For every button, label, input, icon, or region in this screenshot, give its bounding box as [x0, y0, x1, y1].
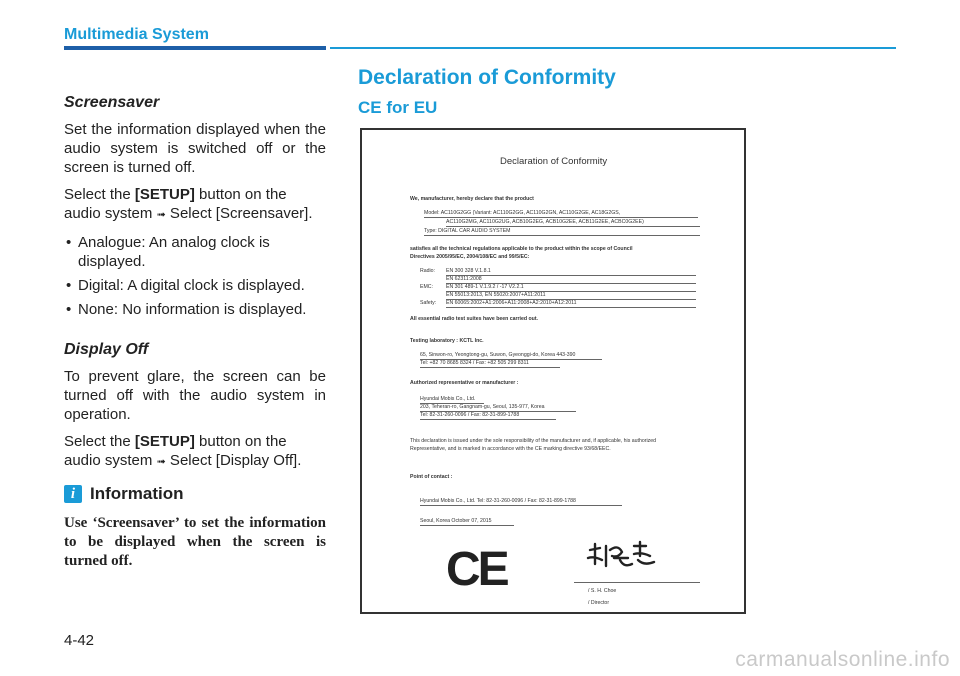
ce-mark: CE [446, 543, 507, 596]
left-column [64, 94, 326, 579]
declaration-line-1: This declaration is issued under the sole responsibility of the manufacturer and, if applicable, his authorized [410, 438, 656, 444]
type-line: Type: DIGITAL CAR AUDIO SYSTEM [424, 228, 511, 234]
underline [420, 419, 556, 420]
information-body: Use ‘Screensaver’ to set the information to be displayed when the screen is turned off. [64, 515, 326, 569]
display-off-heading: Display Off [64, 341, 149, 358]
contact-line: Hyundai Mobis Co., Ltd. Tel: 82-31-260-0096 / Fax: 82-31-899-1788 [420, 498, 576, 504]
signer-title: / Director [588, 600, 610, 606]
list-item: • Digital: A digital clock is displayed. [64, 276, 326, 295]
auth-company: Hyundai Mobis Co., Ltd. [420, 396, 476, 402]
screensaver-select-suffix: Select [Screensaver]. [165, 205, 313, 222]
page-title: Declaration of Conformity [358, 66, 616, 89]
screensaver-select-prefix: Select the [64, 186, 135, 203]
header-rule-dark [64, 46, 326, 50]
information-header [64, 484, 326, 504]
declaration-document [360, 128, 746, 614]
underline [446, 307, 696, 308]
screensaver-options [64, 233, 326, 319]
safety-label: Safety: [420, 300, 437, 306]
auth-heading: Authorized representative or manufacturer : [410, 380, 519, 386]
document-title: Declaration of Conformity [500, 156, 608, 167]
information-title: Information [90, 484, 184, 503]
page-subtitle: CE for EU [358, 98, 438, 117]
date-line: Seoul, Korea October 07, 2015 [420, 518, 492, 524]
underline [420, 505, 622, 506]
screensaver-select-mid: button on the audio system [64, 186, 287, 222]
display-off-instruction [64, 432, 326, 472]
satisfies-line-1: satisfies all the technical regulations applicable to the product within the scope of Council [410, 246, 633, 252]
screensaver-instruction [64, 185, 326, 225]
manufacturer-heading: We, manufacturer, hereby declare that the product [410, 196, 534, 202]
safety-standard: EN 60065:2002+A1:2006+A11:2008+A2:2010+A12:2011 [446, 300, 577, 306]
model-line-2: AC110G2MG, AC110G2UG, ACB10G2EG, ACB10G2EE, ACB11G2EE, ACBC0G2EE) [446, 219, 644, 225]
section-title: Multimedia System [64, 26, 209, 43]
auth-address: 203, Teheran-ro, Gangnam-gu, Seoul, 135-977, Korea [420, 404, 545, 410]
display-off-select-prefix: Select the [64, 433, 135, 450]
list-item: • None: No information is displayed. [64, 300, 326, 319]
model-line-1: Model: AC110G2GG (Variant: AC110G2GG, AC110G2GN, AC110G2GE, AC18G2GS, [424, 210, 621, 216]
satisfies-line-2: Directives 2005/95/EC, 2004/108/EC and 99/5/EC: [410, 254, 530, 260]
underline [420, 367, 560, 368]
underline [446, 226, 700, 227]
emc-standard-2: EN 55013:2013, EN 55020:2007+A11:2011 [446, 292, 546, 298]
emc-label: EMC: [420, 284, 433, 290]
lab-heading: Testing laboratory : KCTL Inc. [410, 338, 484, 344]
contact-heading: Point of contact : [410, 474, 453, 480]
radio-standard-1: EN 300 328 V.1.8.1 [446, 268, 491, 274]
screensaver-description: Set the information displayed when the audio system is switched off or the screen is turned off. [64, 121, 326, 176]
underline [424, 235, 700, 236]
arrow-icon: ➟ [156, 209, 166, 221]
header-rule-light [330, 47, 896, 49]
arrow-icon: ➟ [156, 456, 166, 468]
lab-phone: Tel: +82 70 8685 8324 / Fax: +82 505 299 8311 [420, 360, 529, 366]
display-off-select-suffix: Select [Display Off]. [165, 452, 302, 469]
radio-tests-statement: All essential radio test suites have been carried out. [410, 316, 539, 322]
signer-name: / S. H. Choe [588, 588, 617, 594]
signature-line [574, 582, 700, 583]
info-icon: i [64, 485, 82, 503]
emc-standard-1: EN 301 489-1 V.1.9.2 / -17 V2.2.1 [446, 284, 524, 290]
underline [420, 525, 514, 526]
list-item: • Analogue: An analog clock is displayed. [64, 233, 326, 271]
watermark: carmanualsonline.info [735, 648, 950, 671]
page-number: 4-42 [64, 632, 95, 649]
screensaver-setup-label: [SETUP] [134, 186, 195, 203]
signature-image [584, 536, 658, 574]
lab-address: 65, Sinwon-ro, Yeongtong-gu, Suwon, Gyeonggi-do, Korea 443-390 [420, 352, 576, 358]
auth-phone: Tel: 82-31-260-0096 / Fax: 82-31-899-1788 [420, 412, 520, 418]
underline [446, 275, 696, 276]
display-off-setup-label: [SETUP] [134, 433, 195, 450]
underline [424, 217, 698, 218]
screensaver-heading: Screensaver [64, 94, 160, 111]
declaration-line-2: Representative, and is marked in accordance with the CE marking directive 93/68/EEC. [410, 446, 611, 452]
radio-standard-2: EN 62311:2008 [446, 276, 482, 282]
radio-label: Radio: [420, 268, 435, 274]
display-off-select-mid: button on the audio system [64, 433, 287, 469]
display-off-description: To prevent glare, the screen can be turned off with the audio system in operation. [64, 368, 326, 423]
